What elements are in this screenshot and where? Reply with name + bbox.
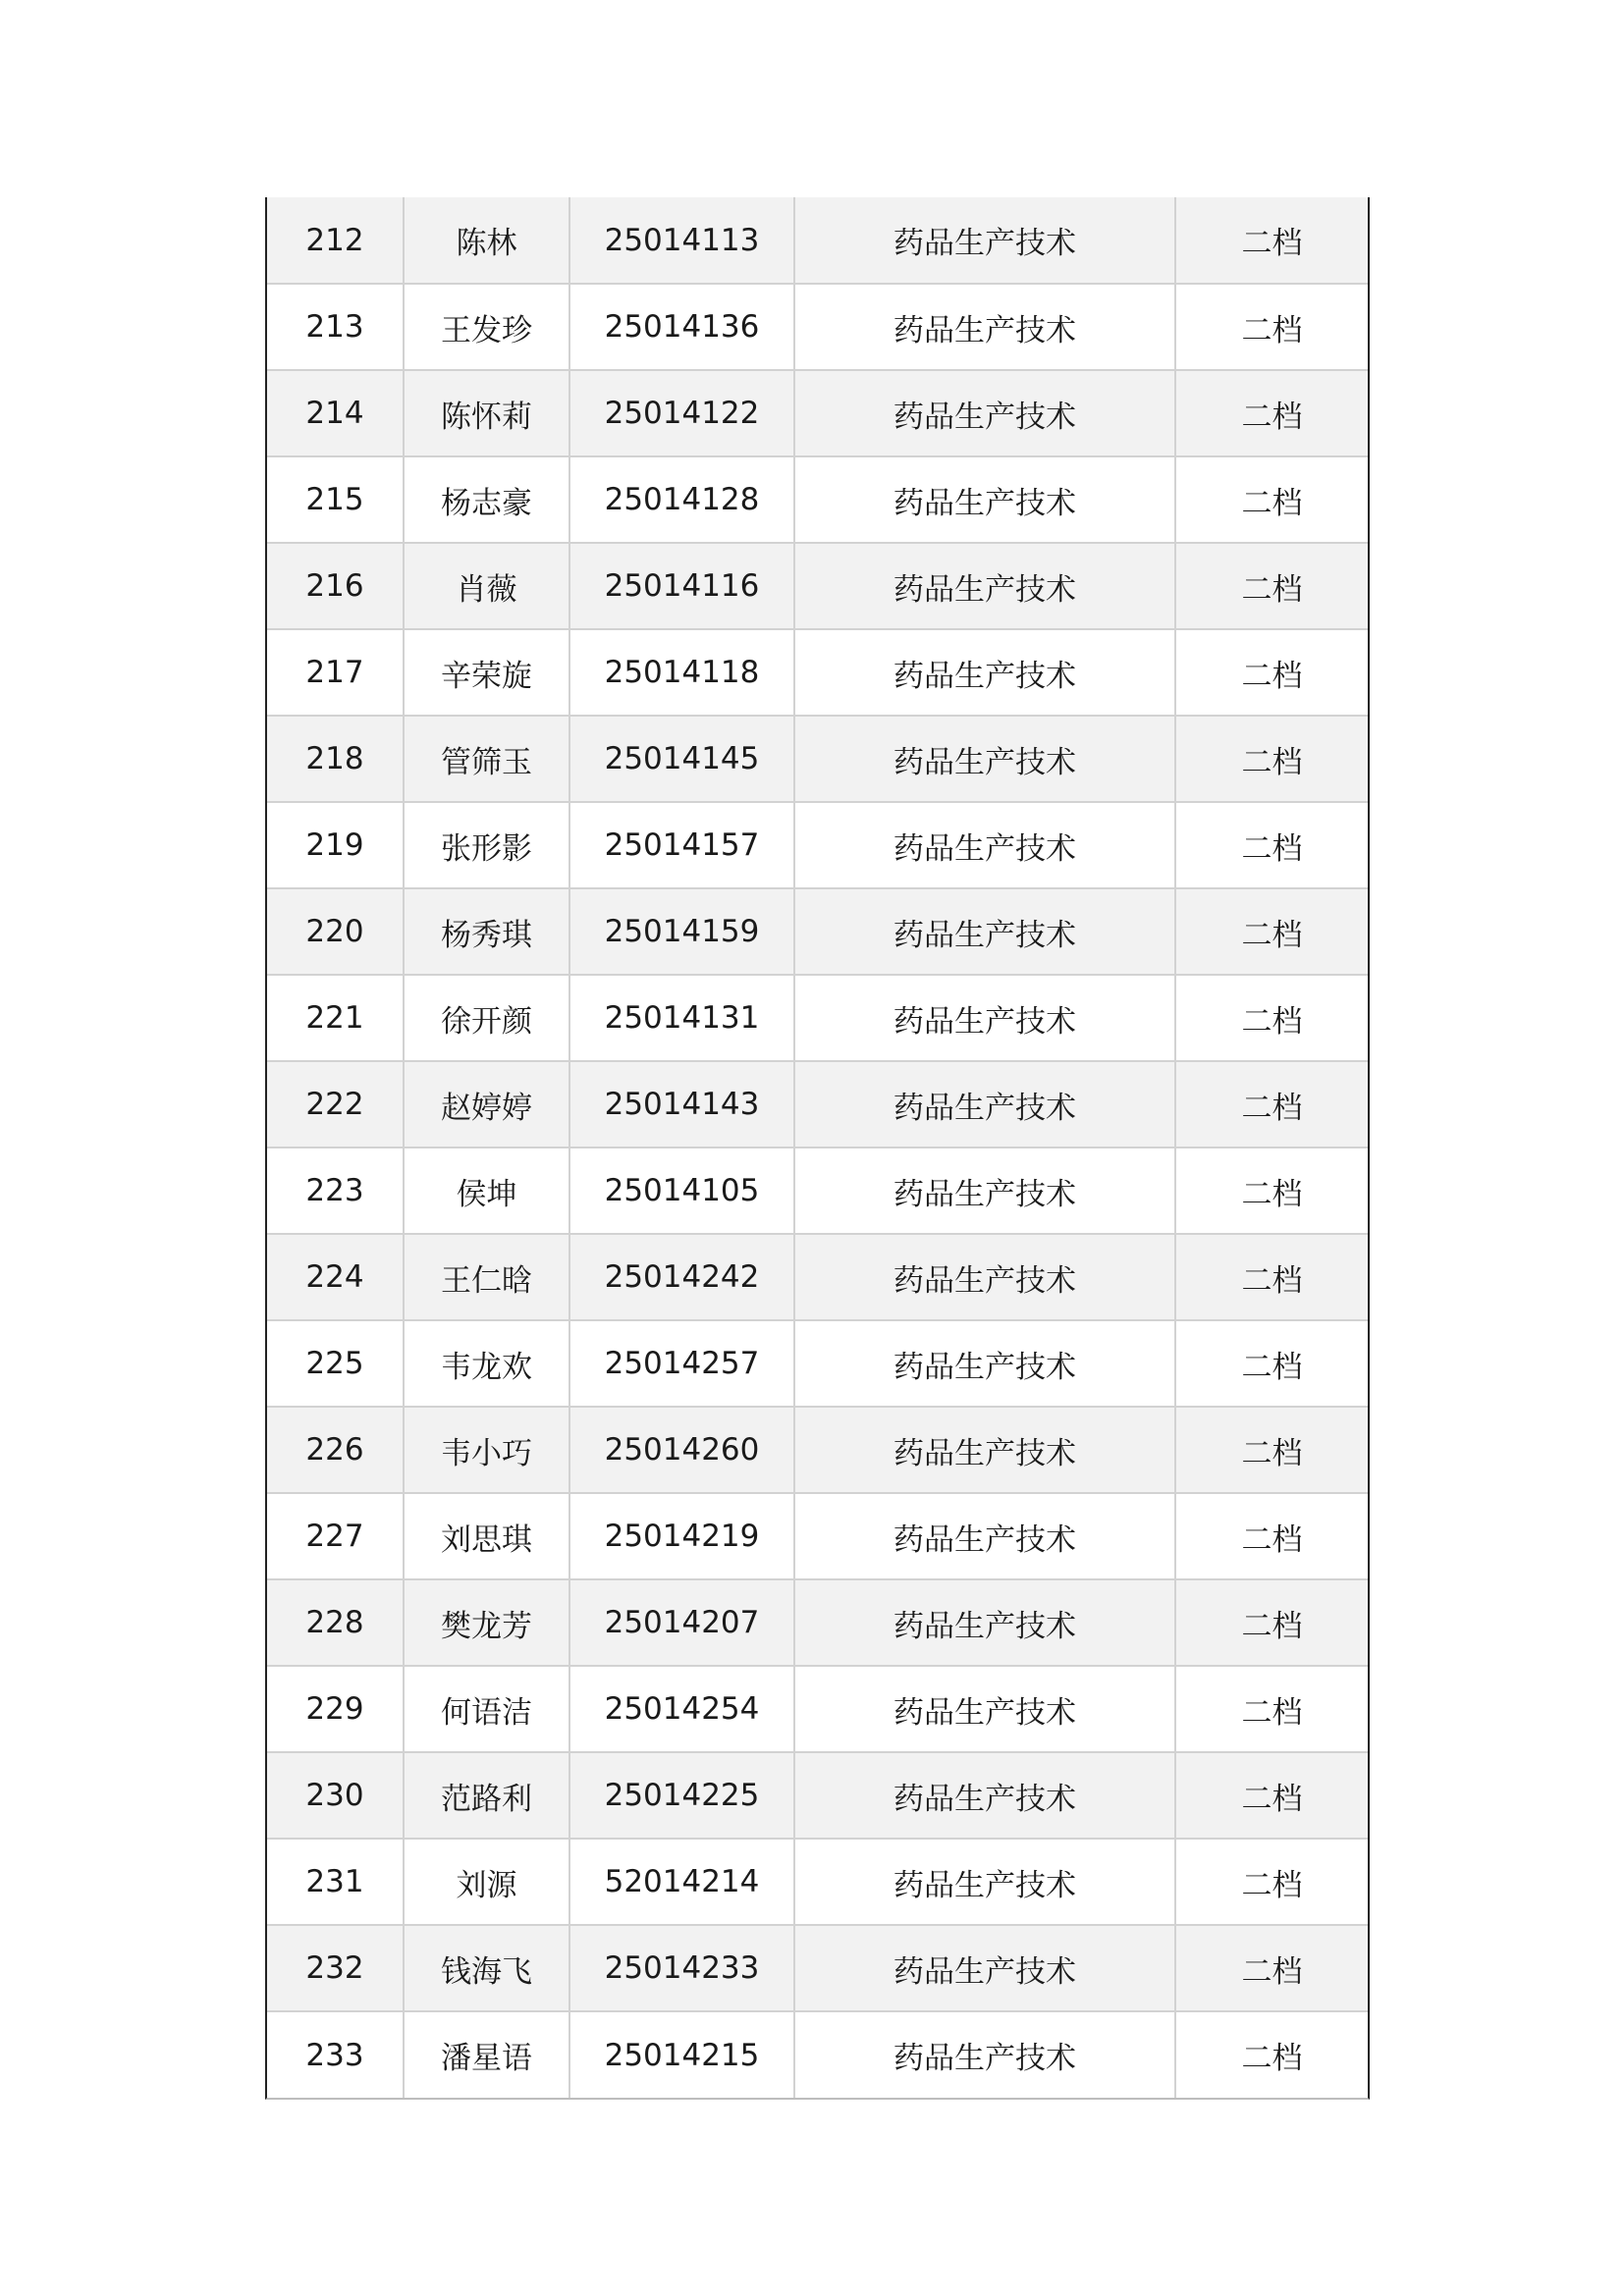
cell-student-id: 25014136 (569, 284, 794, 370)
cell-number: 227 (267, 1493, 404, 1579)
cell-number: 228 (267, 1579, 404, 1666)
cell-name: 范路利 (404, 1752, 569, 1839)
table-row (267, 716, 1368, 802)
cell-name: 潘星语 (404, 2011, 569, 2098)
cell-student-id: 25014105 (569, 1148, 794, 1234)
cell-major: 药品生产技术 (794, 370, 1175, 456)
cell-name: 陈林 (404, 197, 569, 284)
cell-tier: 二档 (1175, 1493, 1368, 1579)
table-row (267, 2011, 1368, 2098)
cell-tier: 二档 (1175, 197, 1368, 284)
cell-name: 陈怀莉 (404, 370, 569, 456)
cell-number: 222 (267, 1061, 404, 1148)
cell-tier: 二档 (1175, 802, 1368, 888)
cell-name: 杨志豪 (404, 456, 569, 543)
table-row (267, 1839, 1368, 1925)
cell-tier: 二档 (1175, 1320, 1368, 1407)
cell-number: 216 (267, 543, 404, 629)
cell-tier: 二档 (1175, 1234, 1368, 1320)
cell-tier: 二档 (1175, 975, 1368, 1061)
table-row (267, 370, 1368, 456)
table-row (267, 1666, 1368, 1752)
table-row (267, 629, 1368, 716)
table-row (267, 1061, 1368, 1148)
cell-number: 224 (267, 1234, 404, 1320)
cell-name: 钱海飞 (404, 1925, 569, 2011)
cell-major: 药品生产技术 (794, 284, 1175, 370)
cell-student-id: 25014128 (569, 456, 794, 543)
cell-major: 药品生产技术 (794, 2011, 1175, 2098)
cell-major: 药品生产技术 (794, 1666, 1175, 1752)
cell-name: 刘思琪 (404, 1493, 569, 1579)
cell-major: 药品生产技术 (794, 197, 1175, 284)
cell-student-id: 25014131 (569, 975, 794, 1061)
cell-major: 药品生产技术 (794, 543, 1175, 629)
cell-name: 刘源 (404, 1839, 569, 1925)
table-row (267, 802, 1368, 888)
cell-tier: 二档 (1175, 1407, 1368, 1493)
cell-major: 药品生产技术 (794, 1925, 1175, 2011)
cell-name: 侯坤 (404, 1148, 569, 1234)
cell-major: 药品生产技术 (794, 1752, 1175, 1839)
cell-student-id: 25014159 (569, 888, 794, 975)
cell-tier: 二档 (1175, 629, 1368, 716)
cell-student-id: 25014215 (569, 2011, 794, 2098)
table-body (267, 197, 1368, 2098)
cell-student-id: 25014113 (569, 197, 794, 284)
cell-major: 药品生产技术 (794, 1061, 1175, 1148)
cell-number: 215 (267, 456, 404, 543)
table-row (267, 1407, 1368, 1493)
cell-major: 药品生产技术 (794, 1493, 1175, 1579)
cell-tier: 二档 (1175, 888, 1368, 975)
cell-major: 药品生产技术 (794, 629, 1175, 716)
cell-major: 药品生产技术 (794, 1320, 1175, 1407)
cell-major: 药品生产技术 (794, 1234, 1175, 1320)
cell-major: 药品生产技术 (794, 802, 1175, 888)
cell-name: 管筛玉 (404, 716, 569, 802)
cell-major: 药品生产技术 (794, 1148, 1175, 1234)
cell-student-id: 25014219 (569, 1493, 794, 1579)
cell-number: 225 (267, 1320, 404, 1407)
cell-name: 杨秀琪 (404, 888, 569, 975)
cell-number: 220 (267, 888, 404, 975)
cell-number: 231 (267, 1839, 404, 1925)
cell-number: 218 (267, 716, 404, 802)
cell-name: 辛荣旋 (404, 629, 569, 716)
cell-number: 219 (267, 802, 404, 888)
cell-number: 221 (267, 975, 404, 1061)
cell-tier: 二档 (1175, 1666, 1368, 1752)
cell-student-id: 25014254 (569, 1666, 794, 1752)
cell-name: 王仁晗 (404, 1234, 569, 1320)
cell-student-id: 25014233 (569, 1925, 794, 2011)
cell-number: 229 (267, 1666, 404, 1752)
cell-major: 药品生产技术 (794, 1407, 1175, 1493)
table-row (267, 1925, 1368, 2011)
cell-student-id: 25014157 (569, 802, 794, 888)
cell-major: 药品生产技术 (794, 1579, 1175, 1666)
student-table (267, 197, 1368, 2098)
table-row (267, 1752, 1368, 1839)
cell-major: 药品生产技术 (794, 456, 1175, 543)
cell-name: 何语洁 (404, 1666, 569, 1752)
cell-tier: 二档 (1175, 1925, 1368, 2011)
cell-tier: 二档 (1175, 1061, 1368, 1148)
cell-tier: 二档 (1175, 1839, 1368, 1925)
table-row (267, 456, 1368, 543)
cell-name: 肖薇 (404, 543, 569, 629)
cell-number: 212 (267, 197, 404, 284)
table-row (267, 1320, 1368, 1407)
table-row (267, 1493, 1368, 1579)
table-row (267, 197, 1368, 284)
table-row (267, 1579, 1368, 1666)
cell-number: 213 (267, 284, 404, 370)
table-row (267, 1234, 1368, 1320)
cell-tier: 二档 (1175, 1579, 1368, 1666)
cell-name: 韦小巧 (404, 1407, 569, 1493)
cell-major: 药品生产技术 (794, 716, 1175, 802)
cell-student-id: 25014143 (569, 1061, 794, 1148)
table-row (267, 975, 1368, 1061)
table-row (267, 1148, 1368, 1234)
cell-major: 药品生产技术 (794, 1839, 1175, 1925)
cell-name: 韦龙欢 (404, 1320, 569, 1407)
cell-major: 药品生产技术 (794, 888, 1175, 975)
cell-tier: 二档 (1175, 370, 1368, 456)
cell-tier: 二档 (1175, 456, 1368, 543)
cell-student-id: 25014145 (569, 716, 794, 802)
cell-number: 223 (267, 1148, 404, 1234)
cell-student-id: 52014214 (569, 1839, 794, 1925)
cell-student-id: 25014207 (569, 1579, 794, 1666)
cell-name: 赵婷婷 (404, 1061, 569, 1148)
cell-number: 226 (267, 1407, 404, 1493)
table-row (267, 284, 1368, 370)
cell-student-id: 25014116 (569, 543, 794, 629)
cell-tier: 二档 (1175, 2011, 1368, 2098)
cell-student-id: 25014118 (569, 629, 794, 716)
cell-tier: 二档 (1175, 716, 1368, 802)
cell-student-id: 25014257 (569, 1320, 794, 1407)
cell-name: 王发珍 (404, 284, 569, 370)
cell-number: 233 (267, 2011, 404, 2098)
cell-name: 徐开颜 (404, 975, 569, 1061)
cell-tier: 二档 (1175, 1148, 1368, 1234)
cell-student-id: 25014260 (569, 1407, 794, 1493)
cell-number: 214 (267, 370, 404, 456)
cell-student-id: 25014122 (569, 370, 794, 456)
cell-student-id: 25014225 (569, 1752, 794, 1839)
cell-tier: 二档 (1175, 284, 1368, 370)
cell-number: 232 (267, 1925, 404, 2011)
cell-student-id: 25014242 (569, 1234, 794, 1320)
student-list-table (265, 197, 1370, 2100)
cell-name: 樊龙芳 (404, 1579, 569, 1666)
cell-number: 217 (267, 629, 404, 716)
cell-tier: 二档 (1175, 543, 1368, 629)
table-row (267, 543, 1368, 629)
cell-name: 张形影 (404, 802, 569, 888)
cell-tier: 二档 (1175, 1752, 1368, 1839)
cell-major: 药品生产技术 (794, 975, 1175, 1061)
table-row (267, 888, 1368, 975)
cell-number: 230 (267, 1752, 404, 1839)
